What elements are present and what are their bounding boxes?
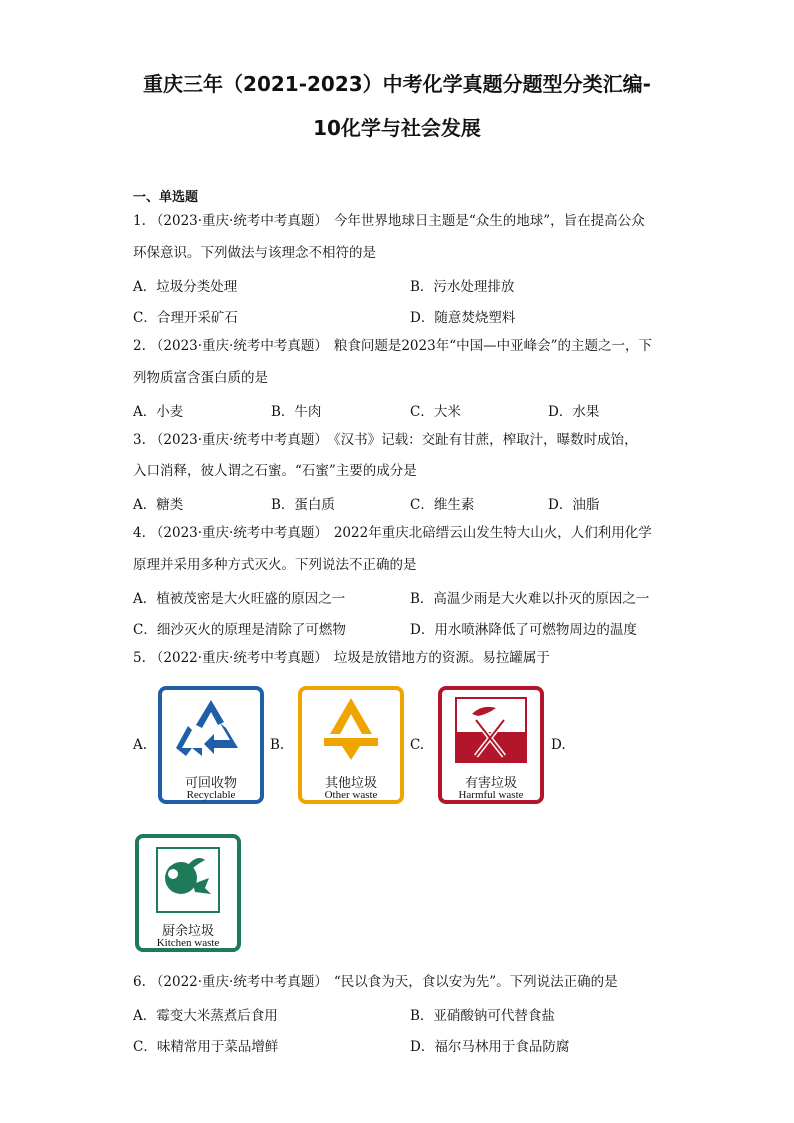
sign-label-cn: 可回收物 xyxy=(184,776,237,791)
q2-option-d[interactable]: D．水果 xyxy=(548,404,600,420)
question-2-stem xyxy=(133,337,652,355)
q3-option-d[interactable]: D．油脂 xyxy=(548,497,600,513)
page-subtitle: 10化学与社会发展 xyxy=(313,116,481,140)
question-source: （2023·重庆·统考中考真题） xyxy=(149,525,328,541)
q1-option-c[interactable]: C．合理开采矿石 xyxy=(133,310,238,326)
question-text: 2022年重庆北碚缙云山发生特大山火，人们利用化学 xyxy=(333,525,652,541)
recycle-icon xyxy=(162,690,260,770)
sign-label-en: Harmful waste xyxy=(458,789,524,801)
page-title: 重庆三年（2021-2023）中考化学真题分题型分类汇编- xyxy=(143,72,651,96)
question-number: 5. xyxy=(133,650,146,666)
q4-option-b[interactable]: B．高温少雨是大火难以扑灭的原因之一 xyxy=(410,591,650,607)
question-source: （2023·重庆·统考中考真题） xyxy=(149,338,328,354)
other-waste-icon xyxy=(302,690,400,770)
question-4-stem-cont: 原理并采用多种方式灭火。下列说法不正确的是 xyxy=(133,557,417,573)
question-number: 2. xyxy=(133,338,146,354)
q3-option-a[interactable]: A．糖类 xyxy=(133,497,184,513)
q5-option-a-letter[interactable]: A. xyxy=(133,737,148,753)
q6-option-c[interactable]: C．味精常用于菜品增鲜 xyxy=(133,1039,279,1055)
section-heading: 一、单选题 xyxy=(133,190,199,205)
question-text: 垃圾是放错地方的资源。易拉罐属于 xyxy=(333,650,550,666)
question-source: （2022·重庆·统考中考真题） xyxy=(149,974,328,990)
q2-option-c[interactable]: C．大米 xyxy=(410,404,461,420)
q2-option-b[interactable]: B．牛肉 xyxy=(271,404,322,420)
question-6-stem xyxy=(133,973,618,991)
sign-label-cn: 有害垃圾 xyxy=(464,776,517,791)
question-text: 《汉书》记载：交趾有甘蔗，榨取汁，曝数时成饴， xyxy=(333,432,638,448)
sign-label-en: Recyclable xyxy=(186,789,236,801)
q5-option-d-letter[interactable]: D. xyxy=(551,737,566,753)
q4-option-c[interactable]: C．细沙灭火的原理是清除了可燃物 xyxy=(133,622,346,638)
question-source: （2022·重庆·统考中考真题） xyxy=(149,650,328,666)
q5-option-a-sign[interactable] xyxy=(158,686,264,804)
sign-label-cn: 其他垃圾 xyxy=(324,776,377,791)
question-4-stem xyxy=(133,524,652,542)
q2-option-a[interactable]: A．小麦 xyxy=(133,404,184,420)
question-1-stem xyxy=(133,212,645,230)
question-number: 4. xyxy=(133,525,146,541)
q3-option-b[interactable]: B．蛋白质 xyxy=(271,497,335,513)
question-text: 粮食问题是2023年“中国—中亚峰会”的主题之一，下 xyxy=(333,338,653,354)
question-5-stem xyxy=(133,649,550,667)
q5-option-c-sign[interactable] xyxy=(438,686,544,804)
q1-option-a[interactable]: A．垃圾分类处理 xyxy=(133,279,238,295)
q3-option-c[interactable]: C．维生素 xyxy=(410,497,475,513)
question-2-stem-cont: 列物质富含蛋白质的是 xyxy=(133,370,268,386)
harmful-waste-icon xyxy=(442,690,540,770)
q6-option-a[interactable]: A．霉变大米蒸煮后食用 xyxy=(133,1008,278,1024)
question-number: 6. xyxy=(133,974,146,990)
q6-option-b[interactable]: B．亚硝酸钠可代替食盐 xyxy=(410,1008,555,1024)
q4-option-d[interactable]: D．用水喷淋降低了可燃物周边的温度 xyxy=(410,622,637,638)
q1-option-d[interactable]: D．随意焚烧塑料 xyxy=(410,310,516,326)
question-3-stem-cont: 入口消释，彼人谓之石蜜。“石蜜”主要的成分是 xyxy=(133,463,417,479)
question-3-stem xyxy=(133,431,638,449)
question-source: （2023·重庆·统考中考真题） xyxy=(149,432,328,448)
sign-label-en: Kitchen waste xyxy=(156,937,220,949)
kitchen-waste-icon xyxy=(139,838,237,918)
question-text: “民以食为天，食以安为先”。下列说法正确的是 xyxy=(333,974,618,990)
q5-option-b-sign[interactable] xyxy=(298,686,404,804)
q5-option-c-letter[interactable]: C. xyxy=(410,737,425,753)
sign-label-cn: 厨余垃圾 xyxy=(161,924,214,939)
question-number: 3. xyxy=(133,432,146,448)
question-1-stem-cont: 环保意识。下列做法与该理念不相符的是 xyxy=(133,245,376,261)
question-text: 今年世界地球日主题是“众生的地球”，旨在提高公众 xyxy=(333,213,645,229)
question-number: 1. xyxy=(133,213,146,229)
q5-option-b-letter[interactable]: B. xyxy=(270,737,285,753)
q6-option-d[interactable]: D．福尔马林用于食品防腐 xyxy=(410,1039,570,1055)
q4-option-a[interactable]: A．植被茂密是大火旺盛的原因之一 xyxy=(133,591,346,607)
q5-option-d-sign[interactable] xyxy=(135,834,241,952)
sign-label-en: Other waste xyxy=(324,789,378,801)
question-source: （2023·重庆·统考中考真题） xyxy=(149,213,328,229)
q1-option-b[interactable]: B．污水处理排放 xyxy=(410,279,515,295)
